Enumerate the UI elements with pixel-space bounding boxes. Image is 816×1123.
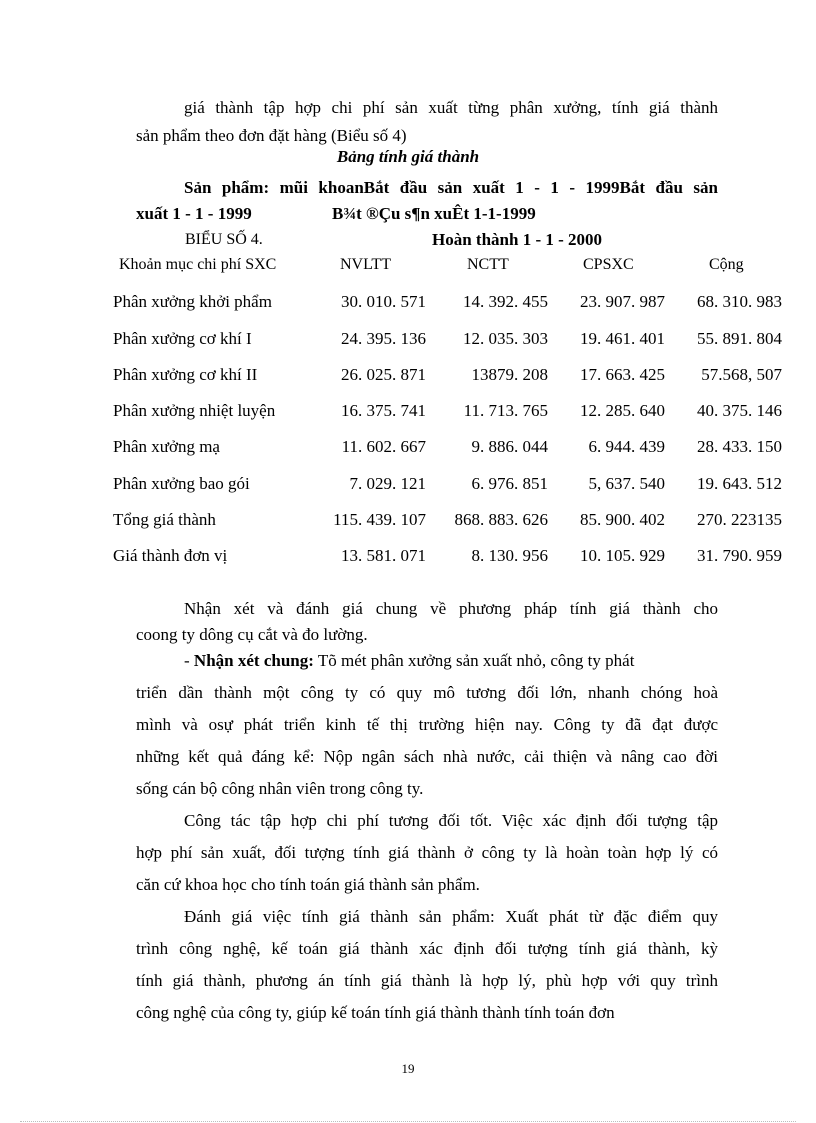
cost-remark-line-3: căn cứ khoa học cho tính toán giá thành sản phẩm. xyxy=(136,875,480,894)
product-line-2a: xuất 1 - 1 - 1999 xyxy=(136,204,252,223)
cell-nvltt: 26. 025. 871 xyxy=(341,365,426,384)
cell-nvltt: 24. 395. 136 xyxy=(341,329,426,348)
remarks-intro-line-2: coong ty dông cụ cắt và đo lường. xyxy=(136,625,368,644)
cell-cong: 28. 433. 150 xyxy=(697,437,782,456)
header-cpsxc: CPSXC xyxy=(583,256,634,273)
cell-nvltt: 16. 375. 741 xyxy=(341,401,426,420)
remarks-intro-line-1: Nhận xét và đánh giá chung về phương pháp tính giá thành cho xyxy=(184,599,718,618)
eval-remark-line-3: tính giá thành, phương án tính giá thành là hợp lý, phù hợp với quy trình xyxy=(136,971,718,990)
cell-cpsxc: 19. 461. 401 xyxy=(580,329,665,348)
row-label: Phân xưởng bao gói xyxy=(113,474,250,493)
eval-remark-line-1: Đánh giá việc tính giá thành sản phẩm: Xuất phát từ đặc điểm quy xyxy=(184,907,718,926)
row-label: Tổng giá thành xyxy=(113,510,216,529)
product-line-1: Sản phẩm: mũi khoanBắt đầu sản xuất 1 - 1 - 1999Bắt đầu sản xyxy=(184,178,718,197)
cell-nctt: 11. 713. 765 xyxy=(463,401,548,420)
cell-nctt: 13879. 208 xyxy=(471,365,548,384)
row-label: Phân xưởng cơ khí I xyxy=(113,329,252,348)
cell-nctt: 868. 883. 626 xyxy=(454,510,548,529)
row-label: Phân xưởng cơ khí II xyxy=(113,365,258,384)
cell-nctt: 14. 392. 455 xyxy=(463,292,548,311)
table-row xyxy=(0,469,816,499)
intro-line-1: giá thành tập hợp chi phí sản xuất từng phân xưởng, tính giá thành xyxy=(184,98,718,117)
eval-remark-line-4: công nghệ của công ty, giúp kế toán tính giá thành thành tính toán đơn xyxy=(136,1003,615,1022)
header-nvltt: NVLTT xyxy=(340,256,391,273)
table-row xyxy=(0,541,816,571)
cell-cpsxc: 6. 944. 439 xyxy=(588,437,665,456)
cell-cong: 68. 310. 983 xyxy=(697,292,782,311)
table-row xyxy=(0,287,816,317)
header-nctt: NCTT xyxy=(467,256,509,273)
cell-cpsxc: 5, 637. 540 xyxy=(588,474,665,493)
header-khoan-muc: Khoản mục chi phí SXC xyxy=(119,256,277,273)
cell-nvltt: 115. 439. 107 xyxy=(333,510,426,529)
cell-nctt: 12. 035. 303 xyxy=(463,329,548,348)
row-label: Phân xưởng nhiệt luyện xyxy=(113,401,276,420)
page-footer-divider xyxy=(20,1121,796,1122)
table-row xyxy=(0,432,816,462)
general-remark-text: Tõ mét phân xưởng sản xuất nhỏ, công ty phát xyxy=(313,651,635,670)
cell-nvltt: 13. 581. 071 xyxy=(341,546,426,565)
cell-nctt: 6. 976. 851 xyxy=(471,474,548,493)
cost-remark-line-1: Công tác tập hợp chi phí tương đối tốt. Việc xác định đối tượng tập xyxy=(184,811,718,830)
cell-cpsxc: 10. 105. 929 xyxy=(580,546,665,565)
general-remark-line-2: triển dần thành một công ty có quy mô tương đối lớn, nhanh chóng hoà xyxy=(136,683,718,702)
cell-nvltt: 30. 010. 571 xyxy=(341,292,426,311)
cell-nvltt: 11. 602. 667 xyxy=(341,437,426,456)
completion-date: Hoàn thành 1 - 1 - 2000 xyxy=(432,230,603,249)
cell-cong: 19. 643. 512 xyxy=(697,474,782,493)
general-remark-line-1 xyxy=(184,646,718,675)
table-row xyxy=(0,505,816,535)
eval-remark-line-2: trình công nghệ, kế toán giá thành xác định đối tượng tính giá thành, kỳ xyxy=(136,939,718,958)
cell-nctt: 8. 130. 956 xyxy=(471,546,548,565)
general-remark-line-4: những kết quả đáng kể: Nộp ngân sách nhà nước, cải thiện và nâng cao đời xyxy=(136,747,718,766)
table-title: Bảng tính giá thành xyxy=(336,147,480,166)
row-label: Phân xưởng mạ xyxy=(113,437,220,456)
cell-nctt: 9. 886. 044 xyxy=(471,437,548,456)
general-remark-label: Nhận xét chung: xyxy=(193,651,314,670)
cost-remark-line-2: hợp phí sản xuất, đối tượng tính giá thành ở công ty là hoàn toàn hợp lý có xyxy=(136,843,718,862)
cell-cpsxc: 12. 285. 640 xyxy=(580,401,665,420)
table-row xyxy=(0,360,816,390)
cell-cpsxc: 23. 907. 987 xyxy=(580,292,665,311)
cell-cpsxc: 85. 900. 402 xyxy=(580,510,665,529)
table-row xyxy=(0,396,816,426)
page-number: 19 xyxy=(401,1061,415,1076)
cell-cong: 57.568, 507 xyxy=(701,365,782,384)
bieu-so-label: BIỂU SỐ 4. xyxy=(185,231,263,248)
cell-cong: 55. 891. 804 xyxy=(697,329,782,348)
intro-line-2: sản phẩm theo đơn đặt hàng (Biểu số 4) xyxy=(136,126,407,145)
general-remark-line-3: mình và osự phát triển kinh tế thị trường hiện nay. Công ty đã đạt được xyxy=(136,715,718,734)
general-prefix: - xyxy=(184,651,194,670)
cell-cong: 40. 375. 146 xyxy=(697,401,782,420)
cell-nvltt: 7. 029. 121 xyxy=(349,474,426,493)
cell-cpsxc: 17. 663. 425 xyxy=(580,365,665,384)
header-cong: Cộng xyxy=(709,256,744,273)
row-label: Giá thành đơn vị xyxy=(113,546,228,565)
table-row xyxy=(0,324,816,354)
cell-cong: 270. 223135 xyxy=(697,510,782,529)
product-line-2b: B¾t ®Çu s¶n xuÊt 1-1-1999 xyxy=(332,204,536,223)
row-label: Phân xưởng khởi phẩm xyxy=(113,292,272,311)
general-remark-line-5: sống cán bộ công nhân viên trong công ty. xyxy=(136,779,424,798)
cell-cong: 31. 790. 959 xyxy=(697,546,782,565)
